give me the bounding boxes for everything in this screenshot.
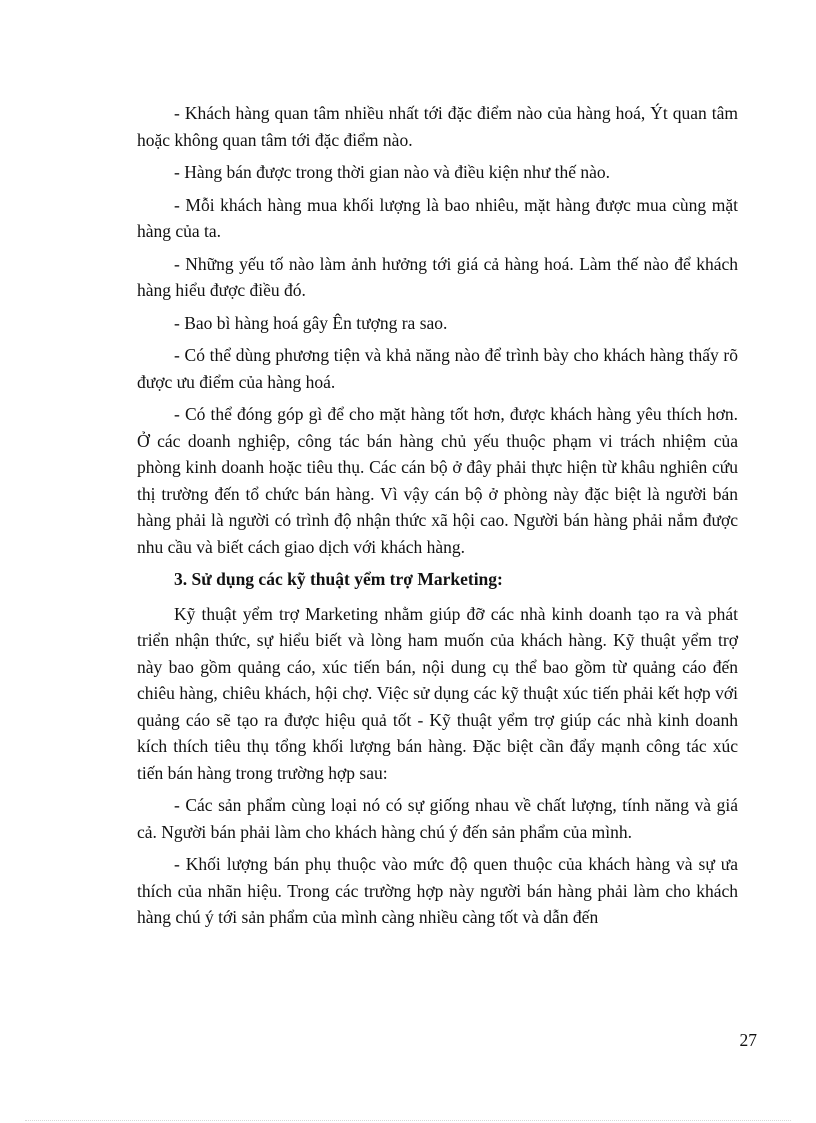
paragraph: - Hàng bán được trong thời gian nào và điều kiện như thế nào.	[174, 162, 610, 182]
page-bottom-divider	[25, 1120, 791, 1121]
paragraph: Kỹ thuật yểm trợ Marketing nhằm giúp đỡ các nhà kinh doanh tạo ra và phát triển nhận thức, sự hiểu biết và lòng ham muốn của khách hàng. Kỹ thuật yểm trợ này bao gồm quảng cáo, xúc tiến bán, nội dung cụ thể bao gồm từ quảng cáo đến chiêu hàng, chiêu khách, hội chợ. Việc sử dụng các kỹ thuật xúc tiến phải kết hợp với quảng cáo sẽ tạo ra được hiệu quả tốt - Kỹ thuật yểm trợ giúp các nhà kinh doanh kích thích tiêu thụ tổng khối lượng bán hàng. Đặc biệt cần đẩy mạnh công tác xúc tiến bán hàng trong trường hợp sau:	[137, 603, 738, 783]
paragraph: - Bao bì hàng hoá gây Ên tượng ra sao.	[174, 312, 448, 333]
body-text	[137, 100, 738, 937]
paragraph: - Các sản phẩm cùng loại nó có sự giống nhau về chất lượng, tính năng và giá cả. Người bán phải làm cho khách hàng chú ý đến sản phẩm của mình.	[137, 795, 738, 842]
paragraph: - Có thể đóng góp gì để cho mặt hàng tốt hơn, được khách hàng yêu thích hơn. Ở các doanh nghiệp, công tác bán hàng chủ yếu thuộc phạm vi trách nhiệm của phòng kinh doanh hoặc tiêu thụ. Các cán bộ ở đây phải thực hiện từ khâu nghiên cứu thị trường đến tổ chức bán hàng. Vì vậy cán bộ ở phòng này đặc biệt là người bán hàng phải là người có trình độ nhận thức xã hội cao. Người bán hàng phải nắm được nhu cầu và biết cách giao dịch với khách hàng.	[137, 404, 738, 557]
paragraph: - Khách hàng quan tâm nhiều nhất tới đặc điểm nào của hàng hoá, Ýt quan tâm hoặc không quan tâm tới đặc điểm nào.	[137, 103, 738, 150]
paragraph: - Những yếu tố nào làm ảnh hưởng tới giá cả hàng hoá. Làm thế nào để khách hàng hiểu được điều đó.	[137, 253, 738, 300]
paragraph: - Khối lượng bán phụ thuộc vào mức độ quen thuộc của khách hàng và sự ưa thích của nhãn hiệu. Trong các trường hợp này người bán hàng phải làm cho khách hàng chú ý tới sản phẩm của mình càng nhiều càng tốt và dẫn đến	[137, 854, 738, 927]
paragraph: - Mỗi khách hàng mua khối lượng là bao nhiêu, mặt hàng được mua cùng mặt hàng của ta.	[137, 194, 738, 241]
paragraph: - Có thể dùng phương tiện và khả năng nào để trình bày cho khách hàng thấy rõ được ưu điểm của hàng hoá.	[137, 345, 738, 392]
page-number: 27	[739, 1030, 757, 1050]
section-heading: 3. Sử dụng các kỹ thuật yểm trợ Marketing:	[174, 569, 503, 589]
